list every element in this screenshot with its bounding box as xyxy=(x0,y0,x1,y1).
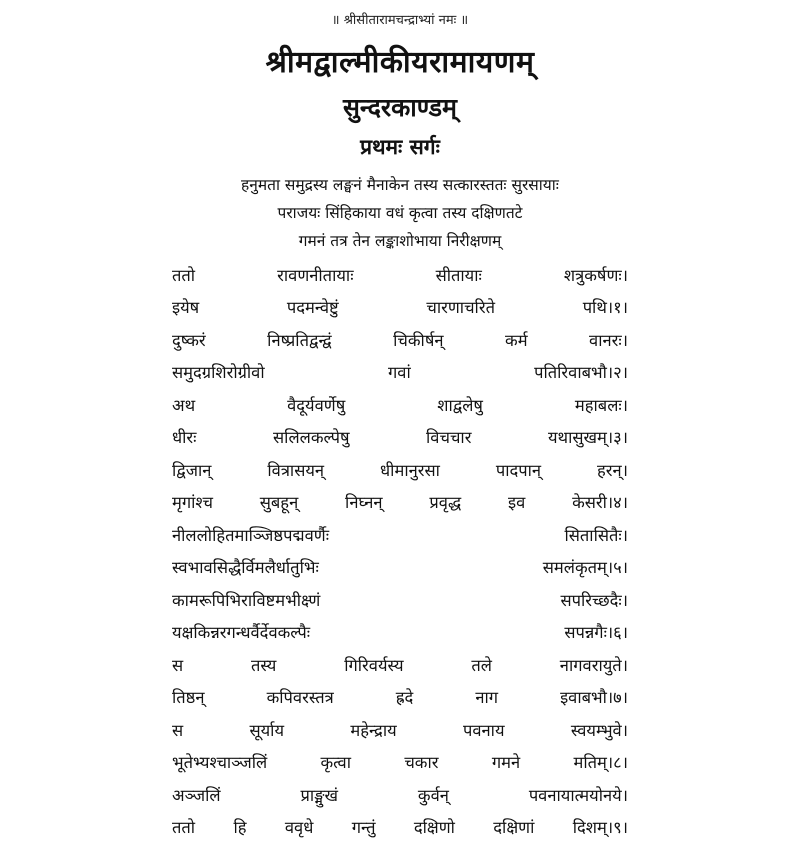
verse-line xyxy=(172,518,628,551)
verse-word: गमने xyxy=(492,750,520,773)
verse-word: स xyxy=(172,653,183,676)
verse-word: रावणनीतायाः xyxy=(277,263,353,286)
verse-word: हि xyxy=(233,815,246,838)
verse-word: ततो xyxy=(172,263,195,286)
verse-line xyxy=(172,616,628,649)
verse-word: स्वभावसिद्धैर्विमलैर्धातुभिः xyxy=(172,555,319,578)
verse-line xyxy=(172,388,628,421)
verse-word: वित्रासयन् xyxy=(267,458,324,481)
verse-word: सूर्याय xyxy=(249,718,284,741)
verse-word: कामरूपिभिराविष्टमभीक्ष्णं xyxy=(172,588,320,611)
verse-word: कपिवरस्तत्र xyxy=(267,685,334,708)
verse-word: धीमानुरसा xyxy=(380,458,440,481)
verse-word: दक्षिणां xyxy=(493,815,534,838)
verse-line xyxy=(172,258,628,291)
verse-word: ततो xyxy=(172,815,195,838)
verse-word: प्राङ्मुखं xyxy=(300,783,338,806)
verse-word: द्विजान् xyxy=(172,458,211,481)
verse-word: यक्षकिन्नरगन्धर्वैर्देवकल्पैः xyxy=(172,620,310,643)
verse-line xyxy=(172,681,628,714)
verse-word: शत्रुकर्षणः। xyxy=(564,263,628,286)
verse-word: चिकीर्षन् xyxy=(393,328,443,351)
verse-word: अथ xyxy=(172,393,195,416)
verse-word: पदमन्वेष्टुं xyxy=(287,295,339,318)
verse-word: पवनाय xyxy=(463,718,505,741)
verse-word: कृत्वा xyxy=(320,750,351,773)
verse-block xyxy=(172,258,628,843)
verse-word: अञ्जलिं xyxy=(172,783,221,806)
verse-word: वानरः। xyxy=(589,328,628,351)
summary-line: हनुमता समुद्रस्य लङ्घनं मैनाकेन तस्य सत्कारस्ततः सुरसायाः xyxy=(0,171,800,199)
verse-word: दुष्करं xyxy=(172,328,206,351)
verse-word: भूतेभ्यश्चाञ्जलिं xyxy=(172,750,267,773)
verse-word: दक्षिणो xyxy=(414,815,455,838)
verse-line xyxy=(172,811,628,843)
sarga-heading: प्रथमः सर्गः xyxy=(0,133,800,161)
verse-word: महाबलः। xyxy=(575,393,628,416)
verse-line xyxy=(172,356,628,389)
book-title: श्रीमद्वाल्मीकीयरामायणम् xyxy=(0,40,800,81)
verse-word: पादपान् xyxy=(496,458,541,481)
verse-word: समुदग्रशिरोग्रीवो xyxy=(172,360,265,383)
verse-line xyxy=(172,746,628,779)
kanda-title: सुन्दरकाण्डम् xyxy=(0,90,800,124)
verse-word: तिष्ठन् xyxy=(172,685,205,708)
verse-word: इव xyxy=(508,490,525,513)
verse-word: इयेष xyxy=(172,295,199,318)
verse-word: सितासितैः। xyxy=(564,523,628,546)
verse-line xyxy=(172,583,628,616)
verse-word: सीतायाः xyxy=(436,263,482,286)
verse-line xyxy=(172,421,628,454)
verse-line xyxy=(172,713,628,746)
verse-word: पवनायात्मयोनये। xyxy=(529,783,628,806)
verse-word: पतिरिवाबभौ।२। xyxy=(534,360,628,383)
verse-word: गिरिवर्यस्य xyxy=(344,653,403,676)
verse-word: दिशम्।९। xyxy=(573,815,628,838)
verse-line xyxy=(172,291,628,324)
verse-word: ववृधे xyxy=(285,815,314,838)
sarga-summary xyxy=(0,171,800,255)
verse-line xyxy=(172,323,628,356)
verse-word: मृगांश्च xyxy=(172,490,213,513)
verse-word: मतिम्।८। xyxy=(573,750,628,773)
verse-word: नाग xyxy=(475,685,498,708)
verse-word: महेन्द्राय xyxy=(350,718,396,741)
verse-word: निष्प्रतिद्वन्द्वं xyxy=(267,328,331,351)
verse-word: पथि।१। xyxy=(583,295,628,318)
verse-word: निघ्नन् xyxy=(345,490,383,513)
verse-word: गन्तुं xyxy=(352,815,376,838)
verse-word: चकार xyxy=(404,750,438,773)
verse-word: गवां xyxy=(388,360,411,383)
verse-word: स xyxy=(172,718,183,741)
verse-word: स्वयम्भुवे। xyxy=(571,718,628,741)
verse-word: सपन्नगैः।६। xyxy=(564,620,628,643)
verse-line xyxy=(172,778,628,811)
verse-line xyxy=(172,551,628,584)
verse-word: हरन्। xyxy=(597,458,628,481)
verse-word: चारणाचरिते xyxy=(426,295,495,318)
verse-line xyxy=(172,486,628,519)
verse-line xyxy=(172,648,628,681)
verse-word: कुर्वन् xyxy=(418,783,449,806)
verse-word: वैदूर्यवर्णेषु xyxy=(287,393,345,416)
verse-word: कर्म xyxy=(505,328,528,351)
verse-word: विचचार xyxy=(426,425,471,448)
verse-line xyxy=(172,453,628,486)
verse-word: नागवरायुते। xyxy=(560,653,628,676)
verse-word: केसरी।४। xyxy=(572,490,628,513)
verse-word: ह्रदे xyxy=(396,685,414,708)
verse-word: धीरः xyxy=(172,425,197,448)
verse-word: तले xyxy=(471,653,492,676)
verse-word: प्रवृद्ध xyxy=(429,490,461,513)
verse-word: नीललोहितमाञ्जिष्ठपद्मवर्णैः xyxy=(172,523,329,546)
invocation-line: ॥ श्रीसीतारामचन्द्राभ्यां नमः ॥ xyxy=(0,10,800,28)
verse-word: इवाबभौ।७। xyxy=(560,685,628,708)
verse-word: समलंकृतम्।५। xyxy=(543,555,628,578)
summary-line: पराजयः सिंहिकाया वधं कृत्वा तस्य दक्षिणतटे xyxy=(0,199,800,227)
verse-word: यथासुखम्।३। xyxy=(548,425,628,448)
verse-word: तस्य xyxy=(251,653,276,676)
summary-line: गमनं तत्र तेन लङ्काशोभाया निरीक्षणम् xyxy=(0,227,800,255)
verse-word: शाद्वलेषु xyxy=(437,393,483,416)
verse-word: सलिलकल्पेषु xyxy=(273,425,349,448)
verse-word: सपरिच्छदैः। xyxy=(560,588,628,611)
verse-word: सुबहून् xyxy=(260,490,299,513)
